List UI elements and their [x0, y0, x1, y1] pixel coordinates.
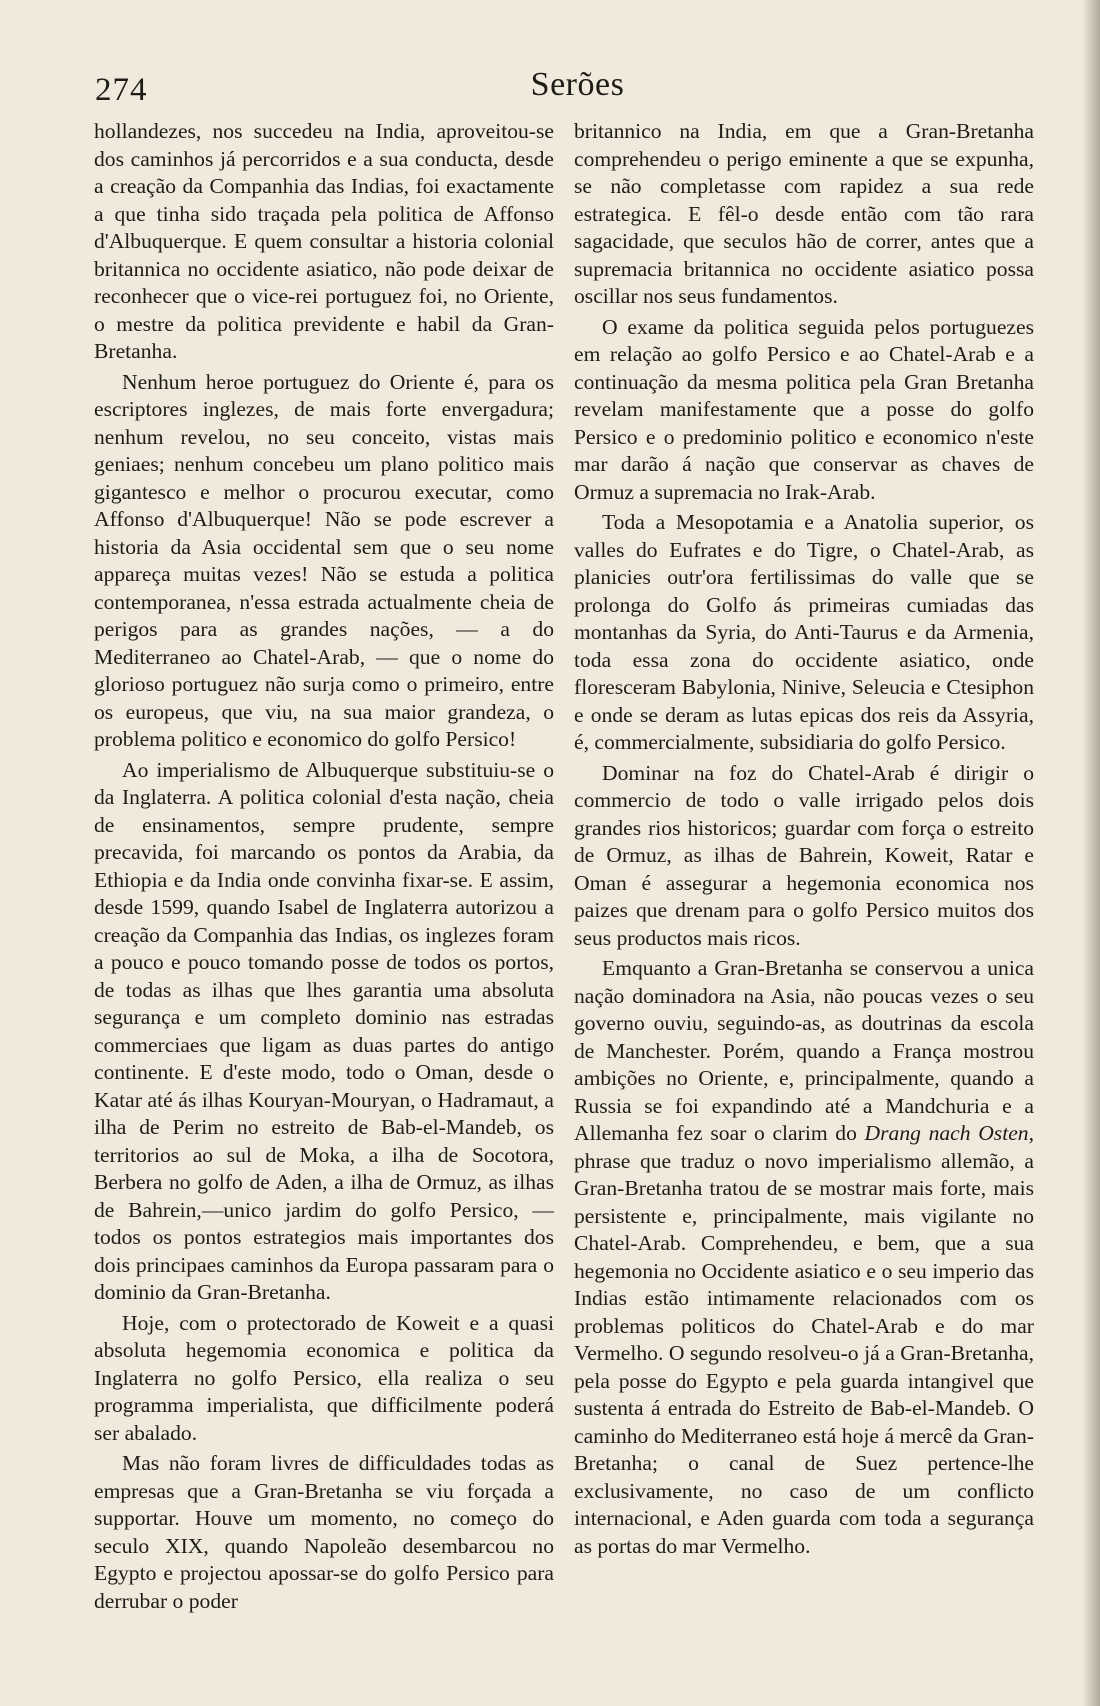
paragraph: Dominar na foz do Chatel-Arab é dirigir o commercio de todo o valle irrigado pelos dois grandes rios historicos; guardar com força o estreito de Ormuz, as ilhas de Bahrein, Koweit, Ratar e Oman é assegurar a hegemonia economica nos paizes que drenam para o golfo Persico muitos dos seus productos mais ricos. — [574, 760, 1034, 950]
page-header — [95, 66, 1060, 112]
paragraph-text: , phrase que traduz o novo imperialismo allemão, a Gran-Bretanha tratou de se mostrar mais forte, mais persistente e, principalmente, mais vigilante no Chatel-Arab. Comprehendeu, e bem, que a sua hegemonia no Occidente asiatico e o seu imperio das Indias estão intimamente relacionados com os problemas politicos do Chatel-Arab e do mar Vermelho. O segundo resolveu-o já a Gran-Bretanha, pela posse do Egypto e pela guarda intangivel que sustenta á entrada do Estreito de Bab-el-Mandeb. O caminho do Mediterraneo está hoje á mercê da Gran-Bretanha; o canal de Suez pertence-lhe exclusivamente, no caso de um conflicto internacional, e Aden guarda com toda a segurança as portas do mar Vermelho. — [574, 1121, 1034, 1558]
right-column — [574, 118, 1034, 1560]
paragraph-text: Emquanto a Gran-Bretanha se conservou a unica nação dominadora na Asia, não poucas vezes o seu governo ouviu, seguindo-as, as doutrinas da escola de Manchester. Porém, quando a França mostrou ambições no Oriente, e, principalmente, quando a Russia se foi expandindo até a Mandchuria e a Allemanha fez soar o clarim do — [574, 956, 1034, 1145]
page-number: 274 — [95, 72, 148, 108]
paragraph: Toda a Mesopotamia e a Anatolia superior, os valles do Eufrates e do Tigre, o Chatel-Arab, as planicies outr'ora fertilissimas do valle que se prolonga do Golfo ás primeiras cumiadas das montanhas da Syria, do Anti-Taurus e da Armenia, toda essa zona do occidente asiatico, onde floresceram Babylonia, Ninive, Seleucia e Ctesiphon e onde se deram as lutas epicas dos reis da Assyria, é, commercialmente, subsidiaria do golfo Persico. — [574, 510, 1034, 754]
left-column — [94, 118, 554, 1615]
italic-phrase: Drang nach Osten — [864, 1121, 1029, 1145]
paragraph: Mas não foram livres de difficuldades todas as empresas que a Gran-Bretanha se viu forçada a supportar. Houve um momento, no começo do seculo XIX, quando Napoleão desembarcou no Egypto e projectou apossar-se do golfo Persico para derrubar o poder — [94, 1451, 554, 1613]
paragraph: Hoje, com o protectorado de Koweit e a quasi absoluta hegemomia economica e politica da Inglaterra no golfo Persico, ella realiza o seu programma imperialista, que difficilmente poderá ser abalado. — [94, 1310, 554, 1445]
paragraph: Ao imperialismo de Albuquerque substituiu-se o da Inglaterra. A politica colonial d'esta nação, cheia de ensinamentos, sempre prudente, sempre precavida, foi marcando os pontos da Arabia, da Ethiopia e da India onde convinha fixar-se. E assim, desde 1599, quando Isabel de Inglaterra autorizou a creação da Companhia das Indias, os inglezes foram a pouco e pouco tomando posse de todos os portos, de todas as ilhas que lhes garantia uma absoluta segurança e um completo dominio nas estradas commerciaes que ligam as duas partes do antigo continente. E d'este modo, todo o Oman, desde o Katar até ás ilhas Kouryan-Mouryan, o Hadramaut, a ilha de Perim no estreito de Bab-el-Mandeb, os territorios ao sul de Moka, a ilha de Socotora, Berbera no golfo de Aden, a ilha de Ormuz, as ilhas de Bahrein,—unico jardim do golfo Persico, — todos os pontos estrategios mais importantes dos dois principaes caminhos da Europa passaram para o dominio da Gran-Bretanha. — [94, 757, 554, 1304]
running-title: Serões — [530, 66, 625, 103]
paragraph: britannico na India, em que a Gran-Bretanha comprehendeu o perigo eminente a que se expunha, se não completasse com rapidez a sua rede estrategica. E fêl-o desde então com tão rara sagacidade, que seculos hão de correr, antes que a supremacia britannica no occidente asiatico possa oscillar nos seus fundamentos. — [574, 119, 1034, 308]
paragraph-with-italic — [574, 955, 1034, 1560]
page-edge-shadow — [1082, 0, 1100, 1706]
paragraph: O exame da politica seguida pelos portuguezes em relação ao golfo Persico e ao Chatel-Arab e a continuação da mesma politica pela Gran Bretanha revelam manifestamente que a posse do golfo Persico e o predominio politico e economico n'este mar darão á nação que conservar as chaves de Ormuz a supremacia no Irak-Arab. — [574, 314, 1034, 504]
paragraph: hollandezes, nos succedeu na India, aproveitou-se dos caminhos já percorridos e a sua conducta, desde a creação da Companhia das Indias, foi exactamente a que tinha sido traçada pela politica de Affonso d'Albuquerque. E quem consultar a historia colonial britannica no occidente asiatico, não pode deixar de reconhecer que o vice-rei portuguez foi, no Oriente, o mestre da politica previdente e habil da Gran-Bretanha. — [94, 119, 554, 363]
paragraph: Nenhum heroe portuguez do Oriente é, para os escriptores inglezes, de mais forte envergadura; nenhum revelou, no seu conceito, vistas mais geniaes; nenhum concebeu um plano politico mais gigantesco e melhor o procurou executar, como Affonso d'Albuquerque! Não se pode escrever a historia da Asia occidental sem que o seu nome appareça muitas vezes! Não se estuda a politica contemporanea, n'essa estrada actualmente cheia de perigos para as grandes nações, — a do Mediterraneo ao Chatel-Arab, — que o nome do glorioso portuguez não surja como o primeiro, entre os europeus, que viu, na sua maior grandeza, o problema politico e economico do golfo Persico! — [94, 369, 554, 751]
